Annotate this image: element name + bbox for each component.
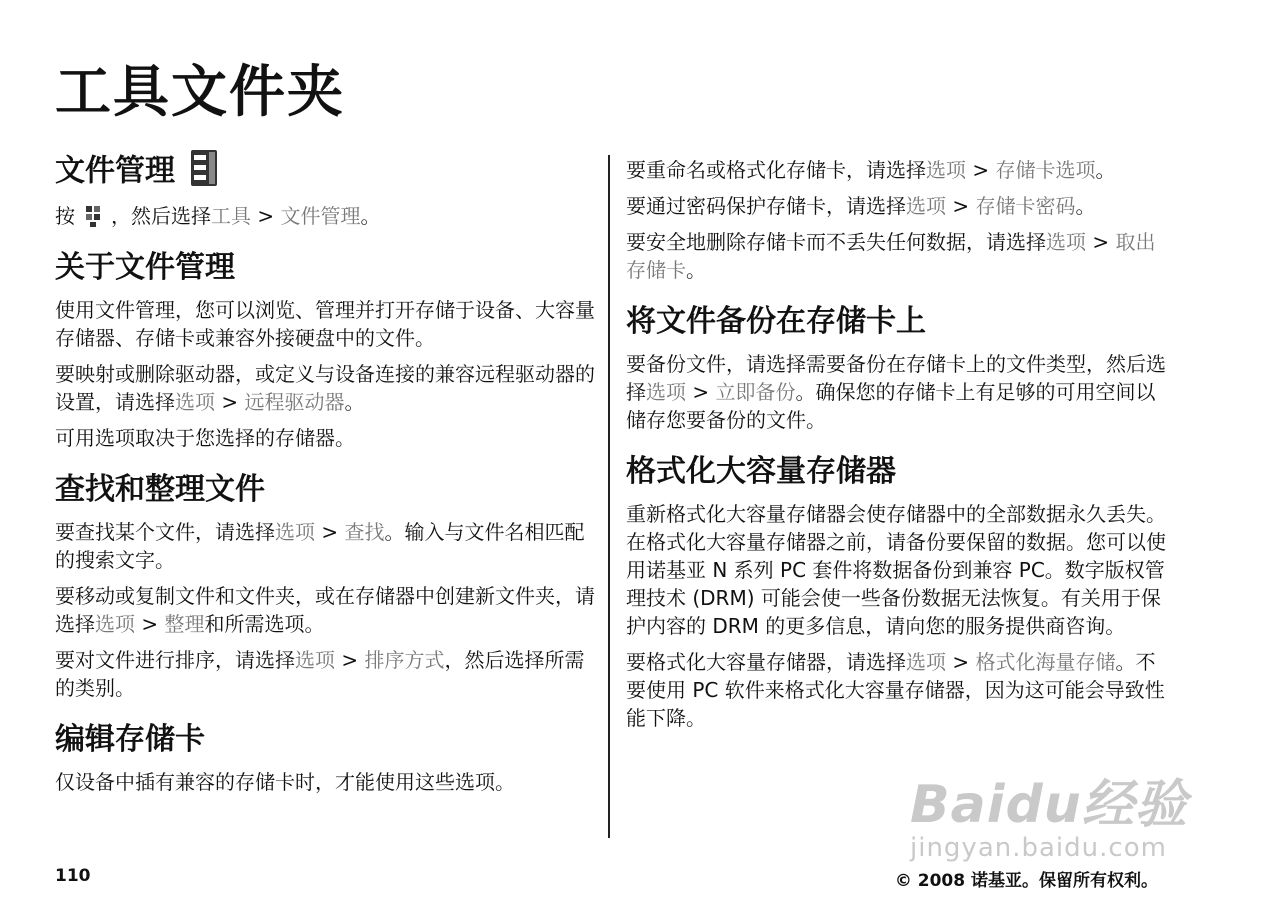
left-column <box>55 152 600 816</box>
about-paragraph-1: 使用文件管理，您可以浏览、管理并打开存储于设备、大容量存储器、存储卡或兼容外接硬盘中的文件。 <box>55 298 595 350</box>
menu-path-format-mass-memory: 格式化海量存储 <box>975 650 1116 674</box>
menu-path-options: 选项 <box>95 612 135 636</box>
find-paragraph-1: 要查找某个文件，请选择选项 > 查找。输入与文件名相匹配的搜索文字。 <box>55 520 585 572</box>
card-options-paragraph-1: 要重命名或格式化存储卡，请选择选项 > 存储卡选项。 <box>626 158 1116 182</box>
section-edit-card <box>55 722 600 796</box>
menu-path-backup-now: 立即备份 <box>715 380 796 404</box>
menu-path-find: 查找 <box>344 520 385 544</box>
section-title-edit-card: 编辑存储卡 <box>55 722 205 757</box>
column-divider <box>608 155 610 838</box>
menu-path-tools: 工具 <box>211 204 251 228</box>
section-title-find: 查找和整理文件 <box>55 472 265 507</box>
copyright: © 2008 诺基亚。保留所有权利。 <box>894 871 1158 891</box>
format-paragraph-2: 要格式化大容量存储器，请选择选项 > 格式化海量存储。不要使用 PC 软件来格式化大容量存储器，因为这可能会导致性能下降。 <box>626 650 1165 730</box>
page-title: 工具文件夹 <box>55 60 345 125</box>
card-options-paragraph-3: 要安全地删除存储卡而不丢失任何数据，请选择选项 > 取出存储卡。 <box>626 230 1156 282</box>
menu-path-options: 选项 <box>175 390 215 414</box>
watermark-logo: Baidu经验 <box>910 775 1188 835</box>
section-title-format: 格式化大容量存储器 <box>626 454 896 489</box>
section-card-options <box>626 156 1171 284</box>
menu-path-options: 选项 <box>1046 230 1086 254</box>
about-paragraph-3: 可用选项取决于您选择的存储器。 <box>55 426 355 450</box>
baidu-watermark <box>910 762 1210 872</box>
file-manager-icon <box>189 148 219 188</box>
menu-path-options: 选项 <box>926 158 966 182</box>
edit-card-paragraph-1: 仅设备中插有兼容的存储卡时，才能使用这些选项。 <box>55 770 515 794</box>
menu-path-options: 选项 <box>906 650 946 674</box>
file-manager-instruction: 按 ，然后选择工具 > 文件管理。 <box>55 204 381 228</box>
section-find <box>55 472 600 702</box>
menu-path-remote-drives: 远程驱动器 <box>244 390 345 414</box>
menu-path-file-manager: 文件管理 <box>280 204 361 228</box>
menu-key-icon <box>83 204 103 228</box>
section-title-file-manager <box>55 152 600 192</box>
file-manager-title-text: 文件管理 <box>55 153 175 189</box>
find-paragraph-2: 要移动或复制文件和文件夹，或在存储器中创建新文件夹，请选择选项 > 整理和所需选项。 <box>55 584 595 636</box>
backup-paragraph-1: 要备份文件，请选择需要备份在存储卡上的文件类型，然后选择选项 > 立即备份。确保您的存储卡上有足够的可用空间以储存您要备份的文件。 <box>626 352 1166 432</box>
section-file-manager <box>55 152 600 230</box>
menu-path-card-password: 存储卡密码 <box>975 194 1076 218</box>
section-title-backup: 将文件备份在存储卡上 <box>626 304 926 339</box>
menu-path-options: 选项 <box>906 194 946 218</box>
menu-path-organise: 整理 <box>164 612 205 636</box>
menu-path-options: 选项 <box>295 648 335 672</box>
menu-path-sort-by: 排序方式 <box>364 648 445 672</box>
menu-path-options: 选项 <box>646 380 686 404</box>
format-paragraph-1: 重新格式化大容量存储器会使存储器中的全部数据永久丢失。在格式化大容量存储器之前，请备份要保留的数据。您可以使用诺基亚 N 系列 PC 套件将数据备份到兼容 PC。数字版权管理技术 (DRM) 可能会使一些备份数据无法恢复。有关用于保护内容的 DRM 的更多信息，请向您的服务提供商咨询。 <box>626 502 1166 638</box>
find-paragraph-3: 要对文件进行排序，请选择选项 > 排序方式，然后选择所需的类别。 <box>55 648 585 700</box>
right-column <box>626 156 1171 752</box>
watermark-url: jingyan.baidu.com <box>910 833 1167 863</box>
section-about <box>55 250 600 452</box>
section-title-about: 关于文件管理 <box>55 250 235 285</box>
about-paragraph-2: 要映射或删除驱动器，或定义与设备连接的兼容远程驱动器的设置，请选择选项 > 远程驱动器。 <box>55 362 595 414</box>
card-options-paragraph-2: 要通过密码保护存储卡，请选择选项 > 存储卡密码。 <box>626 194 1096 218</box>
page-number: 110 <box>55 866 91 886</box>
menu-path-card-options: 存储卡选项 <box>995 158 1096 182</box>
menu-path-options: 选项 <box>275 520 315 544</box>
section-format <box>626 454 1171 732</box>
menu-path-remove-card: 取出存储卡 <box>626 230 1156 282</box>
section-backup <box>626 304 1171 434</box>
